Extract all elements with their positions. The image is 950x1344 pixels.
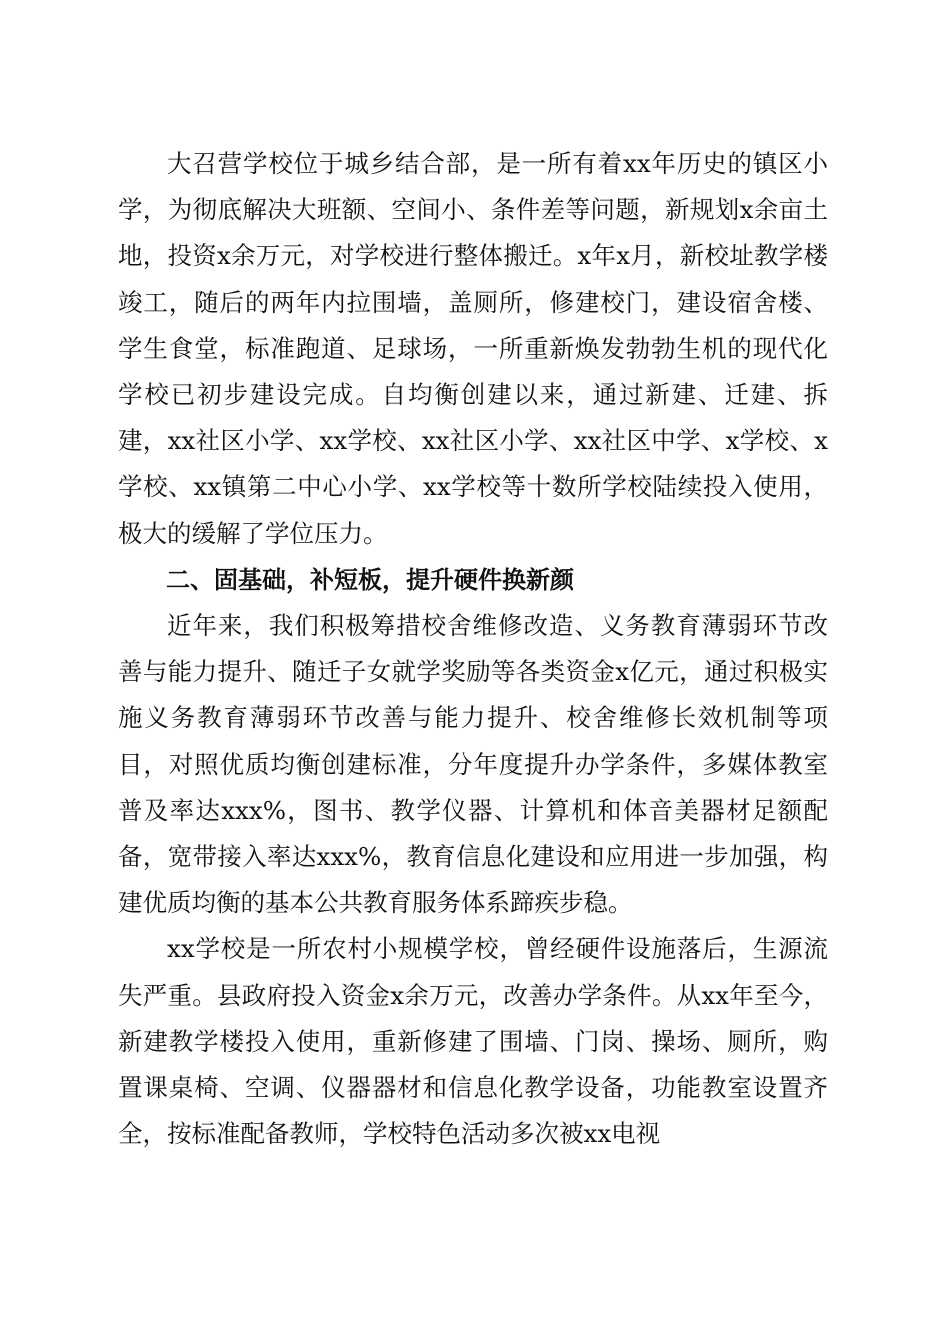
paragraph-school-relocation: 大召营学校位于城乡结合部，是一所有着xx年历史的镇区小学，为彻底解决大班额、空间小、条件差等问题，新规划x余亩土地，投资x余万元，对学校进行整体搬迁。x年x月，新校址教学楼竣工，随后的两年内拉围墙，盖厕所，修建校门，建设宿舍楼、学生食堂，标准跑道、足球场，一所重新焕发勃勃生机的现代化学校已初步建设完成。自均衡创建以来，通过新建、迁建、拆建，xx社区小学、xx学校、xx社区小学、xx社区中学、x学校、x学校、xx镇第二中心小学、xx学校等十数所学校陆续投入使用，极大的缓解了学位压力。 [118, 149, 828, 548]
paragraph-rural-school: xx学校是一所农村小规模学校，曾经硬件设施落后，生源流失严重。县政府投入资金x余万元，改善办学条件。从xx年至今，新建教学楼投入使用，重新修建了围墙、门岗、操场、厕所，购置课桌椅、空调、仪器器材和信息化教学设备，功能教室设置齐全，按标准配备教师，学校特色活动多次被xx电视 [118, 934, 828, 1149]
paragraph-funding: 近年来，我们积极筹措校舍维修改造、义务教育薄弱环节改善与能力提升、随迁子女就学奖励等各类资金x亿元，通过积极实施义务教育薄弱环节改善与能力提升、校舍维修长效机制等项目，对照优质均衡创建标准，分年度提升办学条件，多媒体教室普及率达xxx%，图书、教学仪器、计算机和体音美器材足额配备，宽带接入率达xxx%，教育信息化建设和应用进一步加强，构建优质均衡的基本公共教育服务体系蹄疾步稳。 [118, 611, 828, 918]
document-body [118, 141, 828, 1157]
section-heading: 二、固基础，补短板，提升硬件换新颜 [166, 565, 574, 594]
